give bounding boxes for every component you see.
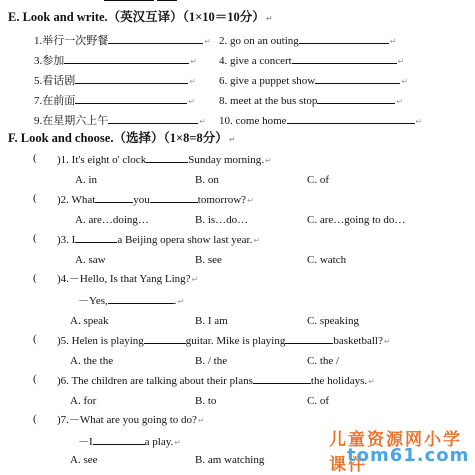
q5-option-a[interactable]: A. the the	[70, 355, 114, 367]
e-item-7: 7.在前面 ↵	[34, 95, 195, 107]
answer-bracket[interactable]: (	[33, 272, 37, 284]
question-6: )6. The children are talking about their plans the holidays.↵	[57, 375, 375, 387]
question-7-line-2: －I a play.↵	[78, 436, 181, 448]
e-item-6: 6. give a puppet show ↵	[219, 75, 408, 87]
q4-option-a[interactable]: A. speak	[70, 315, 109, 327]
section-e-title: E. Look and write.（英汉互译）（1×10＝10分）↵	[8, 10, 273, 24]
e-item-1: 1.举行一次野餐 ↵	[34, 35, 211, 47]
question-4: )4.－Hello, Is that Yang Ling?↵	[57, 273, 199, 285]
watermark-url: tom61.com	[347, 445, 470, 466]
q2-option-a[interactable]: A. are…doing…	[75, 214, 149, 226]
question-2: )2. What you tomorrow?↵	[57, 194, 254, 206]
q7-option-a[interactable]: A. see	[70, 454, 98, 466]
site-watermark	[325, 425, 475, 475]
e-item-3: 3.参加 ↵	[34, 55, 197, 67]
section-f-title: F. Look and choose.（选择）（1×8=8分）↵	[8, 131, 236, 145]
q1-option-a[interactable]: A. in	[75, 174, 97, 186]
e-item-9: 9.在星期六上午 ↵	[34, 115, 206, 127]
q2-option-c[interactable]: C. are…going to do…	[307, 214, 406, 226]
question-5: )5. Helen is playing guitar. Mike is playing basketball?↵	[57, 335, 391, 347]
q2-option-b[interactable]: B. is…do…	[195, 214, 249, 226]
section-f-title-text: F. Look and choose.（选择）（1×8=8分）	[8, 131, 228, 145]
q1-option-c[interactable]: C. of	[307, 174, 329, 186]
q3-option-b[interactable]: B. see	[195, 254, 222, 266]
q5-option-b[interactable]: B. / the	[195, 355, 228, 367]
question-4-line-2: －Yes, .↵	[78, 295, 185, 307]
e-item-5: 5.看话剧 ↵	[34, 75, 196, 87]
q4-option-c[interactable]: C. speaking	[307, 315, 359, 327]
q3-option-a[interactable]: A. saw	[75, 254, 106, 266]
question-7: )7.－What are you going to do?↵	[57, 414, 205, 426]
answer-bracket[interactable]: (	[33, 373, 37, 385]
top-rule	[157, 0, 177, 1]
q3-option-c[interactable]: C. watch	[307, 254, 347, 266]
q6-option-a[interactable]: A. for	[70, 395, 97, 407]
q6-option-b[interactable]: B. to	[195, 395, 217, 407]
section-e-title-text: E. Look and write.（英汉互译）（1×10＝10分）	[8, 10, 265, 24]
question-3: )3. I a Beijing opera show last year.↵	[57, 234, 261, 246]
e-item-10: 10. come home ↵	[219, 115, 423, 127]
answer-bracket[interactable]: (	[33, 333, 37, 345]
answer-bracket[interactable]: (	[33, 192, 37, 204]
answer-bracket[interactable]: (	[33, 413, 37, 425]
q4-option-b[interactable]: B. I am	[195, 315, 228, 327]
top-rule	[104, 0, 154, 1]
watermark-text: 儿童资源网小学课件	[329, 430, 462, 475]
q5-option-c[interactable]: C. the /	[307, 355, 340, 367]
q7-option-b[interactable]: B. am watching	[195, 454, 265, 466]
e-item-8: 8. meet at the bus stop ↵	[219, 95, 404, 107]
answer-bracket[interactable]: (	[33, 152, 37, 164]
e-item-4: 4. give a concert ↵	[219, 55, 405, 67]
answer-bracket[interactable]: (	[33, 232, 37, 244]
e-item-2: 2. go on an outing ↵	[219, 35, 397, 47]
question-1: )1. It's eight o' clock Sunday morning.↵	[57, 154, 272, 166]
q1-option-b[interactable]: B. on	[195, 174, 219, 186]
q6-option-c[interactable]: C. of	[307, 395, 329, 407]
